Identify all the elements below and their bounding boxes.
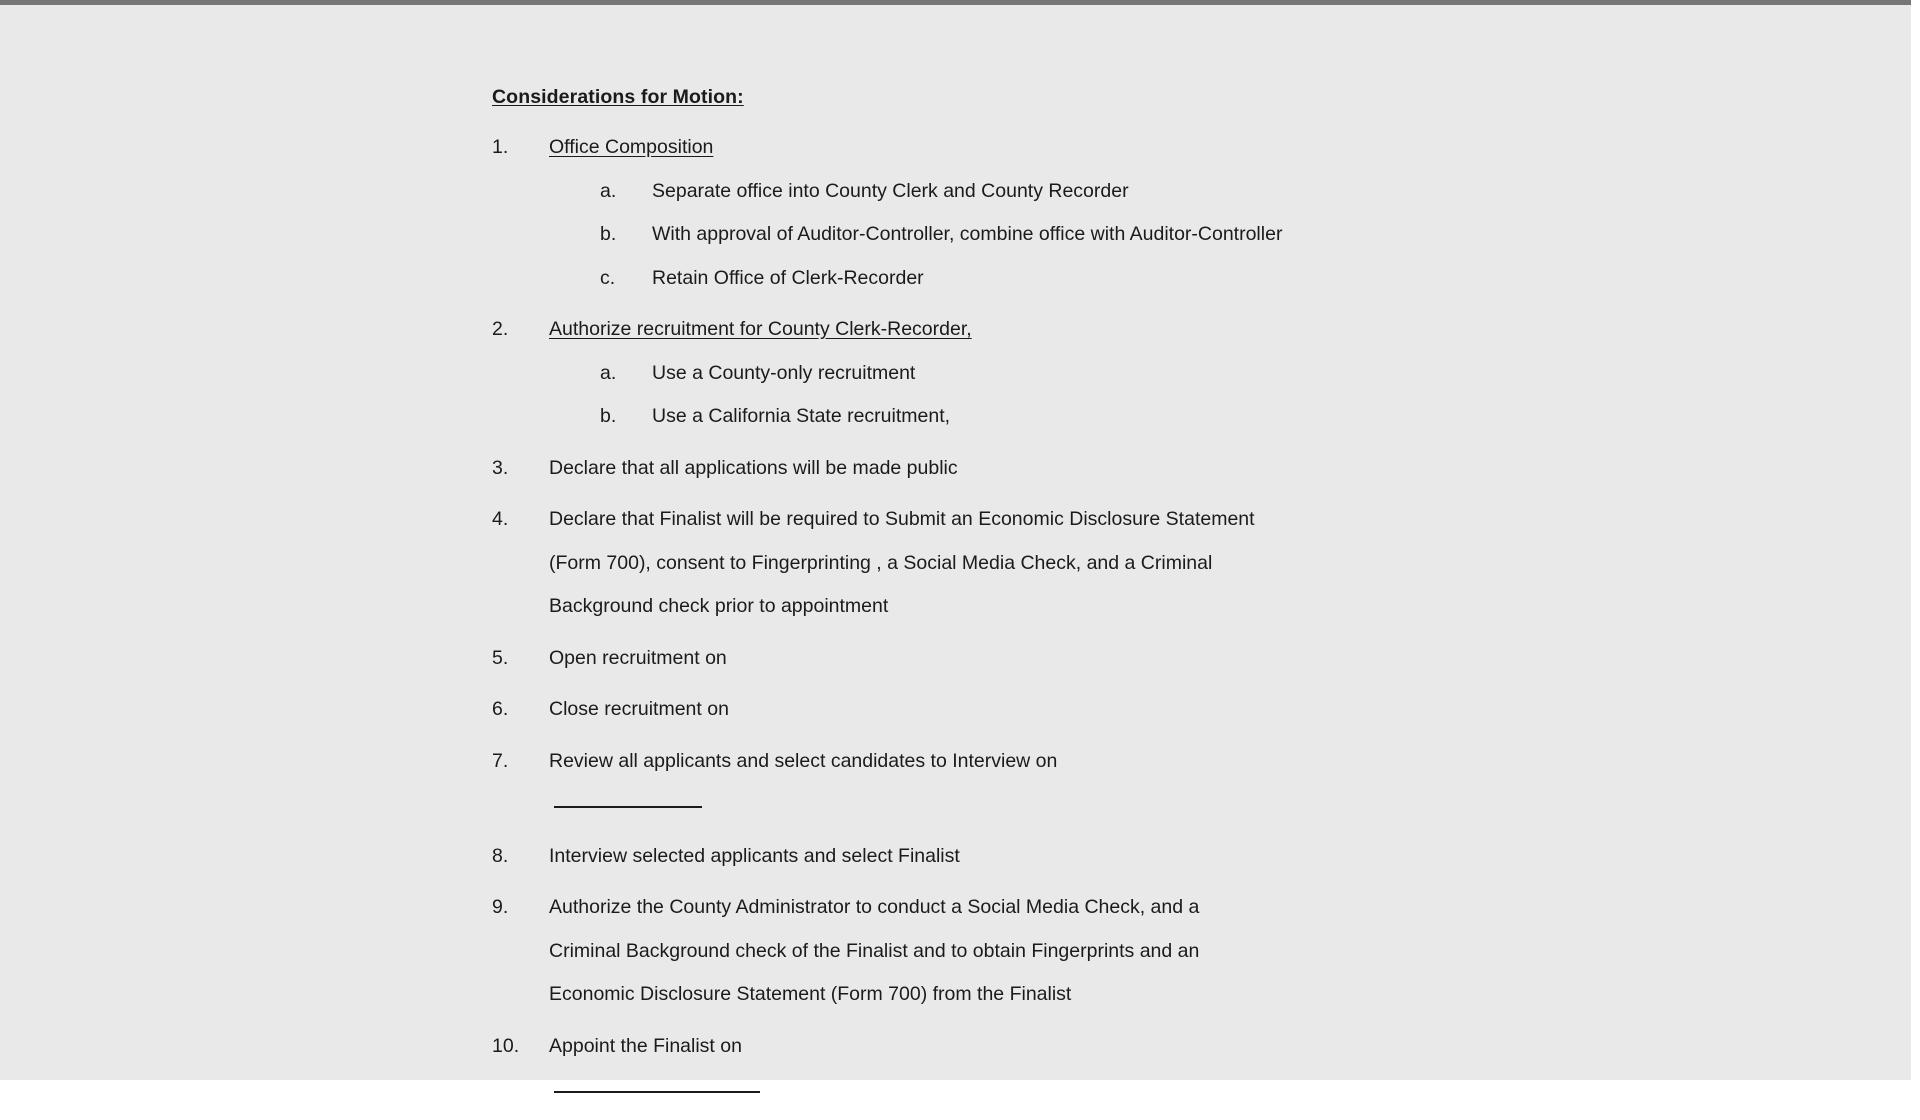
sub-list-item-marker: a.	[600, 179, 617, 202]
sub-list-item	[600, 257, 1492, 301]
sub-list-item-marker: b.	[600, 405, 617, 427]
sub-list-item-marker: a.	[600, 361, 617, 384]
sub-list-item	[600, 170, 1492, 214]
list-item-marker: 10.	[492, 1034, 520, 1057]
list-item-marker: 4.	[492, 508, 509, 530]
list-item-marker: 6.	[492, 698, 509, 720]
list-item-text: Authorize recruitment for County Clerk-Recorder,	[549, 318, 972, 340]
page-right-margin	[1911, 0, 1920, 1080]
sub-list-item	[600, 352, 1492, 396]
sub-list-item	[600, 395, 1492, 439]
list-item-text: Interview selected applicants and select Finalist	[549, 844, 960, 867]
list-item-marker: 2.	[492, 318, 509, 340]
list-item	[492, 447, 1492, 491]
sub-list-item-text: Use a California State recruitment,	[652, 405, 951, 427]
sub-list	[549, 352, 1492, 439]
sub-list-item-text: With approval of Auditor-Controller, combine office with Auditor-Controller	[652, 223, 1283, 245]
sub-list-item-text: Separate office into County Clerk and County Recorder	[652, 179, 1129, 202]
list-item-marker: 5.	[492, 646, 509, 669]
sub-list-item	[600, 213, 1492, 257]
document-body	[492, 84, 1492, 1120]
list-item	[492, 308, 1492, 439]
sub-list-item-text: Retain Office of Clerk-Recorder	[652, 266, 924, 289]
page-title: Considerations for Motion:	[492, 86, 744, 108]
considerations-list	[492, 126, 1492, 1112]
sub-list-item-text: Use a County-only recruitment	[652, 361, 916, 384]
list-item-text: Declare that all applications will be made public	[549, 456, 958, 479]
fill-in-blank[interactable]	[554, 806, 702, 808]
list-item-text: Appoint the Finalist on	[549, 1034, 742, 1057]
list-item	[492, 498, 1492, 629]
list-item	[492, 835, 1492, 879]
list-item-marker: 3.	[492, 456, 509, 479]
list-item	[492, 126, 1492, 300]
list-item-text: Declare that Finalist will be required to Submit an Economic Disclosure Statement (Form 700), consent to Fingerprinting , a Social Media Check, and a Criminal Background check prior to appointment	[549, 508, 1255, 617]
page-top-rule	[0, 0, 1911, 5]
list-item-text: Authorize the County Administrator to conduct a Social Media Check, and a Criminal Background check of the Finalist and to obtain Fingerprints and an Economic Disclosure Statement (Form 700) from the Finalist	[549, 896, 1200, 1005]
list-item-text: Open recruitment on	[549, 646, 727, 669]
list-item	[492, 688, 1492, 732]
list-item-text: Review all applicants and select candidates to Interview on	[549, 749, 1058, 772]
list-item-text: Office Composition	[549, 136, 714, 158]
fill-in-blank[interactable]	[554, 1091, 760, 1093]
list-item-marker: 7.	[492, 749, 509, 772]
sub-list-item-marker: c.	[600, 266, 616, 289]
list-item	[492, 637, 1492, 681]
sub-list-item-marker: b.	[600, 223, 617, 245]
sub-list	[549, 170, 1492, 301]
list-item	[492, 1025, 1492, 1112]
list-item-text: Close recruitment on	[549, 698, 729, 720]
list-item-marker: 9.	[492, 896, 509, 918]
list-item-marker: 8.	[492, 844, 509, 867]
list-item-marker: 1.	[492, 136, 509, 158]
list-item	[492, 740, 1492, 827]
list-item	[492, 886, 1492, 1017]
